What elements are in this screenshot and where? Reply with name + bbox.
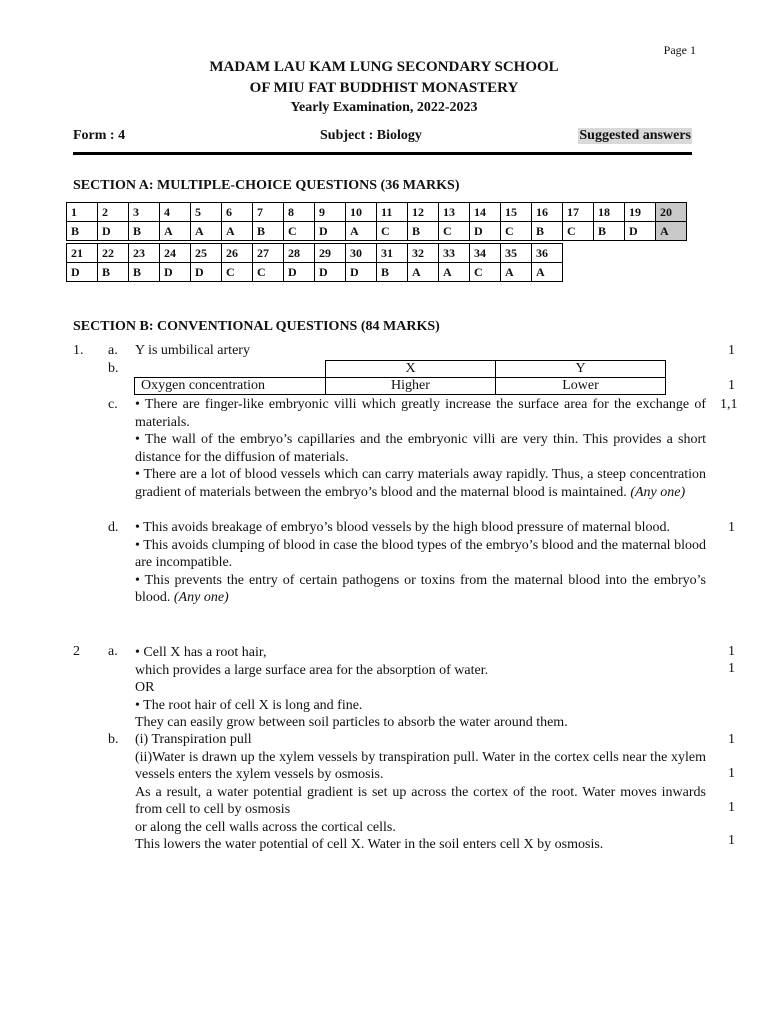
q1c-mark: 1,1	[720, 397, 738, 412]
mc-answer-cell: A	[439, 263, 470, 282]
mc-answer-cell: D	[160, 263, 191, 282]
mc-question-number: 35	[501, 244, 532, 263]
mc-question-number: 29	[315, 244, 346, 263]
q1d-note: (Any one)	[173, 590, 229, 605]
q1d-mark: 1	[728, 520, 735, 535]
mc-answer-cell: C	[222, 263, 253, 282]
q2b-mark-3: 1	[728, 800, 735, 815]
mc-answer-cell: B	[408, 222, 439, 241]
mc-question-number: 13	[439, 203, 470, 222]
table-cell-y: Lower	[496, 378, 666, 395]
q1d-point-3: • This prevents the entry of certain pathogens or toxins from the maternal blood into the embryo’s blood. (Any one)	[135, 572, 706, 605]
q2a-mark-2: 1	[728, 661, 735, 676]
form-label: Form : 4	[73, 128, 126, 143]
mc-answer-cell: D	[284, 263, 315, 282]
mc-question-number: 22	[98, 244, 129, 263]
mc-question-number: 11	[377, 203, 408, 222]
q1a-label: a.	[108, 343, 118, 358]
suggested-answers-badge: Suggested answers	[579, 128, 691, 143]
q2b-label: b.	[108, 732, 119, 747]
mc-question-number: 36	[532, 244, 563, 263]
q2b-answer	[135, 731, 706, 854]
school-name-line2: OF MIU FAT BUDDHIST MONASTERY	[249, 80, 519, 96]
q1c-point-1: • There are finger-like embryonic villi which greatly increase the surface area for the exchange of materials.	[135, 397, 706, 430]
q1c-answer	[135, 396, 706, 501]
q2b-line-1: (i) Transpiration pull	[135, 732, 252, 747]
mc-question-number: 24	[160, 244, 191, 263]
mc-answer-cell: D	[315, 222, 346, 241]
mc-question-number: 7	[253, 203, 284, 222]
q2a-line-5: They can easily grow between soil particles to absorb the water around them.	[135, 715, 568, 730]
table-corner	[135, 361, 326, 378]
mc-answer-table-1	[66, 202, 687, 241]
q1a-answer: Y is umbilical artery	[135, 343, 250, 358]
subject-label: Subject : Biology	[320, 128, 422, 143]
mc-question-number: 23	[129, 244, 160, 263]
mc-answer-cell: B	[98, 263, 129, 282]
mc-question-number: 1	[67, 203, 98, 222]
mc-answer-cell: D	[315, 263, 346, 282]
mc-answer-cell: A	[191, 222, 222, 241]
mc-answer-cell: A	[532, 263, 563, 282]
mc-question-number: 17	[563, 203, 594, 222]
mc-answer-cell: A	[408, 263, 439, 282]
mc-question-number: 18	[594, 203, 625, 222]
mc-question-number: 33	[439, 244, 470, 263]
q2a-mark-1: 1	[728, 644, 735, 659]
mc-answer-cell: A	[222, 222, 253, 241]
mc-question-number: 21	[67, 244, 98, 263]
q2a-answer	[135, 644, 706, 732]
mc-question-number: 10	[346, 203, 377, 222]
q2b-line-2: (ii)Water is drawn up the xylem vessels by transpiration pull. Water in the cortex cells near the xylem vessels enters the xylem vessels by osmosis.	[135, 749, 706, 782]
mc-answer-cell: B	[377, 263, 408, 282]
q1d-point-1: • This avoids breakage of embryo’s blood vessels by the high blood pressure of maternal blood.	[135, 520, 670, 535]
mc-answer-cell: C	[439, 222, 470, 241]
q2b-mark-1: 1	[728, 732, 735, 747]
mc-answer-cell: A	[346, 222, 377, 241]
mc-question-number: 27	[253, 244, 284, 263]
mc-question-number: 28	[284, 244, 315, 263]
q2a-line-2: which provides a large surface area for the absorption of water.	[135, 662, 489, 678]
mc-answer-cell: D	[191, 263, 222, 282]
mc-answer-cell: C	[563, 222, 594, 241]
mc-question-number: 30	[346, 244, 377, 263]
mc-question-number: 34	[470, 244, 501, 263]
q1c-point-2: • The wall of the embryo’s capillaries and the embryonic villi are very thin. This provides a short distance for the diffusion of materials.	[135, 432, 706, 465]
mc-answer-cell: C	[253, 263, 284, 282]
mc-question-number: 20	[656, 203, 687, 222]
mc-answer-cell: A	[501, 263, 532, 282]
mc-answer-cell: D	[67, 263, 98, 282]
mc-question-number: 8	[284, 203, 315, 222]
mc-answer-cell: A	[160, 222, 191, 241]
mc-question-number: 2	[98, 203, 129, 222]
q1c-label: c.	[108, 397, 118, 412]
mc-question-number: 9	[315, 203, 346, 222]
mc-answer-cell: D	[98, 222, 129, 241]
table-header-x: X	[326, 361, 496, 378]
q1d-label: d.	[108, 520, 119, 535]
mc-answer-cell: C	[501, 222, 532, 241]
q2b-mark-2: 1	[728, 766, 735, 781]
mc-answer-cell: B	[532, 222, 563, 241]
q2b-line-5: This lowers the water potential of cell X. Water in the soil enters cell X by osmosis.	[135, 837, 604, 852]
mc-answer-cell: D	[625, 222, 656, 241]
header-rule	[73, 152, 692, 155]
mc-answer-cell: B	[594, 222, 625, 241]
q1c-point-3: • There are a lot of blood vessels which can carry materials away rapidly. Thus, a steep concentration gradient of materials between the embryo’s blood and the maternal blood is maintained. (Any one)	[135, 467, 706, 500]
mc-answer-cell: C	[470, 263, 501, 282]
mc-question-number: 6	[222, 203, 253, 222]
q2b-mark-4: 1	[728, 833, 735, 848]
q2a-line-4: • The root hair of cell X is long and fine.	[135, 697, 363, 713]
section-b-title: SECTION B: CONVENTIONAL QUESTIONS (84 MARKS)	[73, 319, 440, 334]
mc-question-number: 15	[501, 203, 532, 222]
exam-title: Yearly Examination, 2022-2023	[290, 100, 478, 115]
mc-question-number: 12	[408, 203, 439, 222]
mc-answer-cell: B	[129, 222, 160, 241]
question-2-number: 2	[73, 644, 80, 659]
page-number: Page 1	[663, 43, 696, 57]
mc-question-number: 19	[625, 203, 656, 222]
mc-answer-cell: B	[253, 222, 284, 241]
q1d-point-2: • This avoids clumping of blood in case the blood types of the embryo’s blood and the maternal blood are incompatible.	[135, 537, 706, 570]
mc-answer-cell: D	[470, 222, 501, 241]
mc-answer-cell: A	[656, 222, 687, 241]
mc-answer-cell: B	[129, 263, 160, 282]
q2a-line-1: • Cell X has a root hair,	[135, 645, 267, 660]
mc-question-number: 16	[532, 203, 563, 222]
mc-question-number: 14	[470, 203, 501, 222]
mc-question-number: 5	[191, 203, 222, 222]
mc-question-number: 25	[191, 244, 222, 263]
mc-answer-cell: C	[284, 222, 315, 241]
q1c-note: (Any one)	[630, 484, 686, 500]
question-1-number: 1.	[73, 343, 84, 358]
q1a-mark: 1	[728, 343, 735, 358]
q1b-label: b.	[108, 361, 119, 376]
mc-answer-cell: B	[67, 222, 98, 241]
table-cell-x: Higher	[326, 378, 496, 395]
q2b-line-3: As a result, a water potential gradient is set up across the cortex of the root. Water moves inwards from cell to cell by osmosis	[135, 784, 706, 817]
section-a-title: SECTION A: MULTIPLE-CHOICE QUESTIONS (36 MARKS)	[73, 178, 460, 193]
q2b-line-4: or along the cell walls across the cortical cells.	[135, 819, 396, 835]
form-subject-row	[73, 128, 692, 146]
mc-answer-table-2	[66, 243, 563, 282]
q2a-label: a.	[108, 644, 118, 659]
q1b-mark: 1	[728, 378, 735, 393]
q2a-line-3: OR	[135, 680, 155, 695]
q1b-comparison-table	[134, 360, 666, 395]
table-row-label: Oxygen concentration	[135, 378, 326, 395]
mc-question-number: 32	[408, 244, 439, 263]
school-name-line1: MADAM LAU KAM LUNG SECONDARY SCHOOL	[209, 59, 559, 75]
q1d-answer	[135, 519, 706, 607]
mc-question-number: 26	[222, 244, 253, 263]
mc-question-number: 31	[377, 244, 408, 263]
mc-question-number: 3	[129, 203, 160, 222]
mc-answer-cell: D	[346, 263, 377, 282]
mc-answer-cell: C	[377, 222, 408, 241]
mc-question-number: 4	[160, 203, 191, 222]
table-header-y: Y	[496, 361, 666, 378]
